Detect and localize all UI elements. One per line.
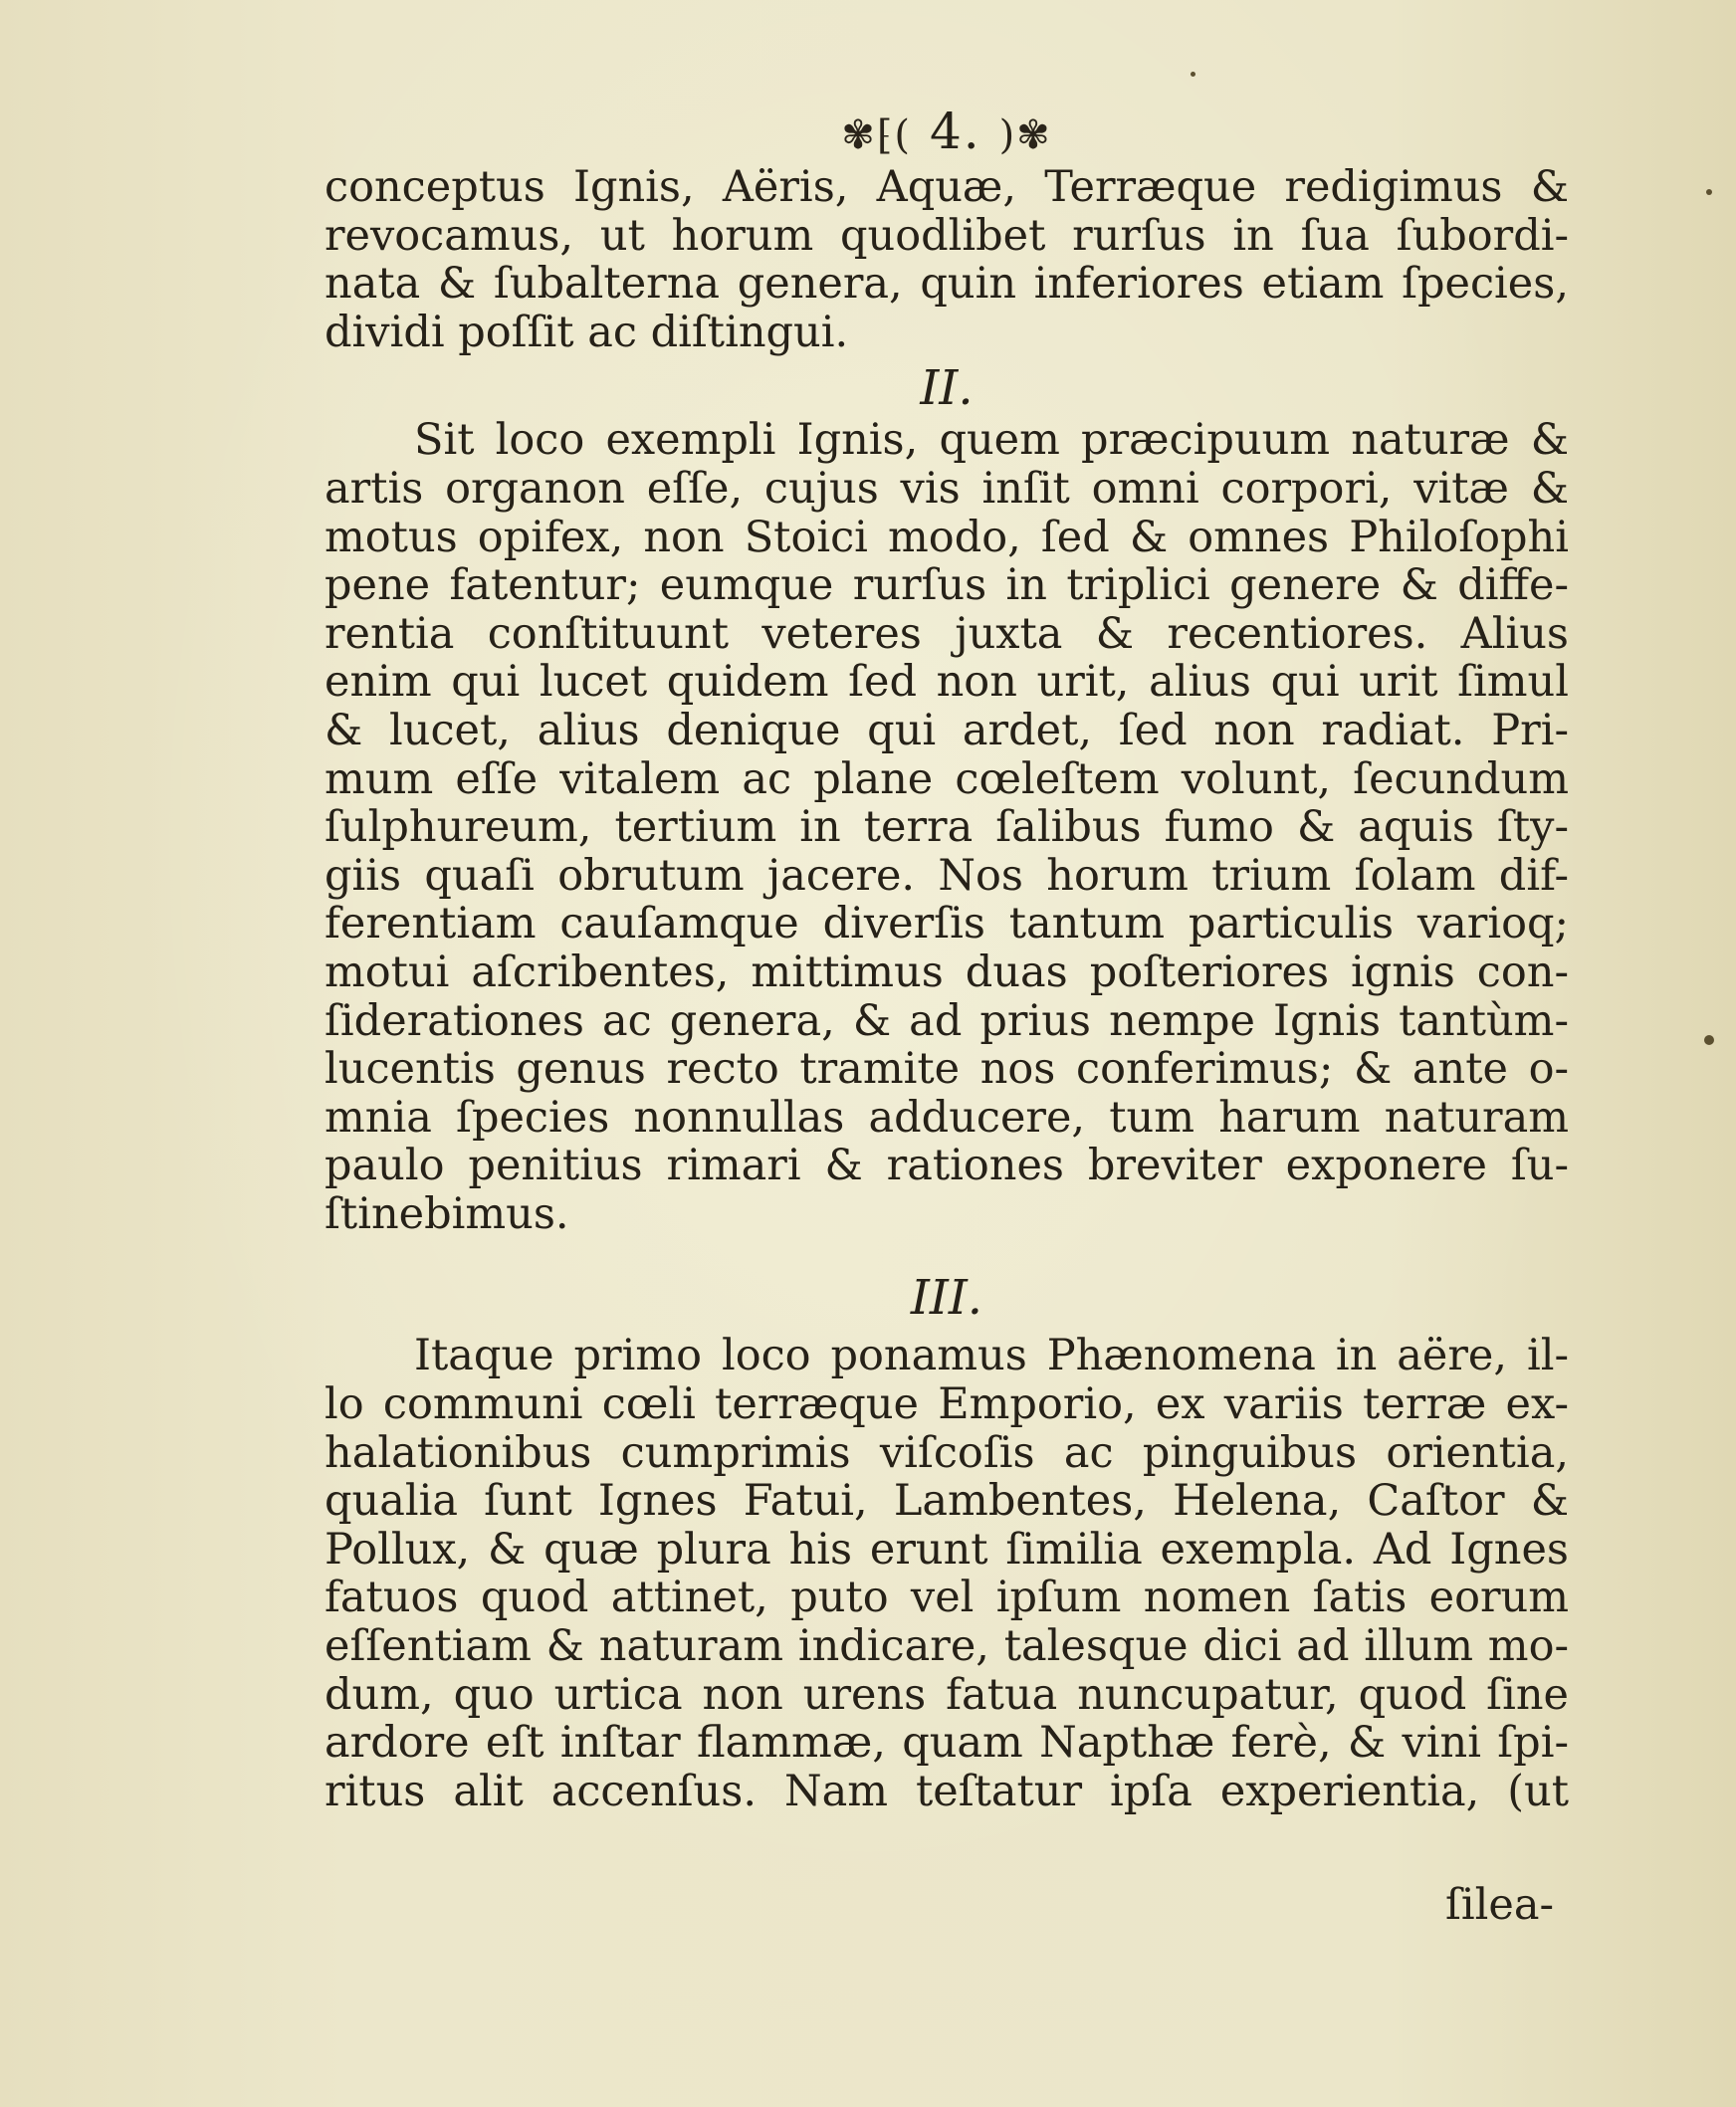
text-line: dividi poſſit ac diſtingui. <box>325 308 849 357</box>
text-line: Sit loco exempli Ignis, quem præcipuum naturæ & <box>414 416 1569 465</box>
text-line: lucentis genus recto tramite nos conferimus; & ante o- <box>325 1045 1569 1094</box>
text-line: halationibus cumprimis viſcoſis ac pinguibus orientia, <box>325 1428 1569 1478</box>
text-line: & lucet, alius denique qui ardet, ſed non radiat. Pri- <box>325 706 1569 755</box>
text-line: enim qui lucet quidem ſed non urit, alius qui urit ſimul <box>325 658 1569 707</box>
paper-speck <box>1191 72 1195 77</box>
text-line: eſſentiam & naturam indicare, talesque dici ad illum mo- <box>325 1622 1569 1671</box>
text-line: dum, quo urtica non urens fatua nuncupatur, quod ſine <box>325 1670 1569 1720</box>
text-line: motui aſcribentes, mittimus duas poſteriores ignis con- <box>325 948 1569 997</box>
paper-speck <box>1706 189 1712 195</box>
section-1 <box>325 163 1569 356</box>
text-line: ritus alit accenſus. Nam teſtatur ipſa experientia, (ut <box>325 1767 1569 1816</box>
text-line: Pollux, & quæ plura his erunt ſimilia exempla. Ad Ignes <box>325 1525 1569 1575</box>
section-heading-3: III. <box>910 1270 983 1327</box>
right-ornament-icon: )✾ <box>998 112 1052 158</box>
text-line: mum eſſe vitalem ac plane cœleſtem volunt, ſecundum <box>325 754 1569 804</box>
left-ornament-icon: ✾⁅( <box>841 112 913 158</box>
page-number: 4. <box>929 103 981 160</box>
paper-speck <box>1704 1035 1714 1045</box>
text-line: rentia conſtituunt veteres juxta & recentiores. Alius <box>325 609 1569 659</box>
text-line: ferentiam cauſamque diverſis tantum particulis varioq; <box>325 900 1569 948</box>
text-line: giis quaſi obrutum jacere. Nos horum trium ſolam dif- <box>325 851 1569 901</box>
text-line: pene fatentur; eumque rurſus in triplici genere & diffe- <box>325 561 1569 610</box>
text-line: conceptus Ignis, Aëris, Aquæ, Terræque redigimus & <box>325 163 1569 212</box>
text-line: artis organon eſſe, cujus vis inſit omni corpori, vitæ & <box>325 464 1569 514</box>
page-header <box>325 100 1569 163</box>
catchword: ſilea- <box>1444 1880 1554 1930</box>
text-line: Itaque primo loco ponamus Phænomena in aëre, il- <box>414 1332 1569 1381</box>
text-line: ſiderationes ac genera, & ad prius nempe Ignis tantùm- <box>325 996 1569 1046</box>
text-line: nata & ſubalterna genera, quin inferiores etiam ſpecies, <box>325 260 1569 309</box>
section-heading-2: II. <box>920 360 974 417</box>
text-line: revocamus, ut horum quodlibet rurſus in ſua ſubordi- <box>325 211 1569 261</box>
text-line: lo communi cœli terræque Emporio, ex variis terræ ex- <box>325 1380 1569 1429</box>
text-line: motus opifex, non Stoici modo, ſed & omnes Philoſophi <box>325 513 1569 562</box>
section-3 <box>325 1332 1569 1815</box>
text-line: ardore eſt inſtar flammæ, quam Napthæ ferè, & vini ſpi- <box>325 1719 1569 1768</box>
text-line: qualia ſunt Ignes Fatui, Lambentes, Helena, Caſtor & <box>325 1477 1569 1526</box>
text-line: paulo penitius rimari & rationes breviter exponere ſu- <box>325 1142 1569 1190</box>
section-2 <box>325 416 1569 1238</box>
text-line: fatuos quod attinet, puto vel ipſum nomen ſatis eorum <box>325 1574 1569 1623</box>
text-line: ſulphureum, tertium in terra ſalibus fumo & aquis ſty- <box>325 803 1569 852</box>
text-line: ſtinebimus. <box>325 1189 569 1239</box>
text-block <box>325 100 1569 1815</box>
text-line: mnia ſpecies nonnullas adducere, tum harum naturam <box>325 1093 1569 1143</box>
